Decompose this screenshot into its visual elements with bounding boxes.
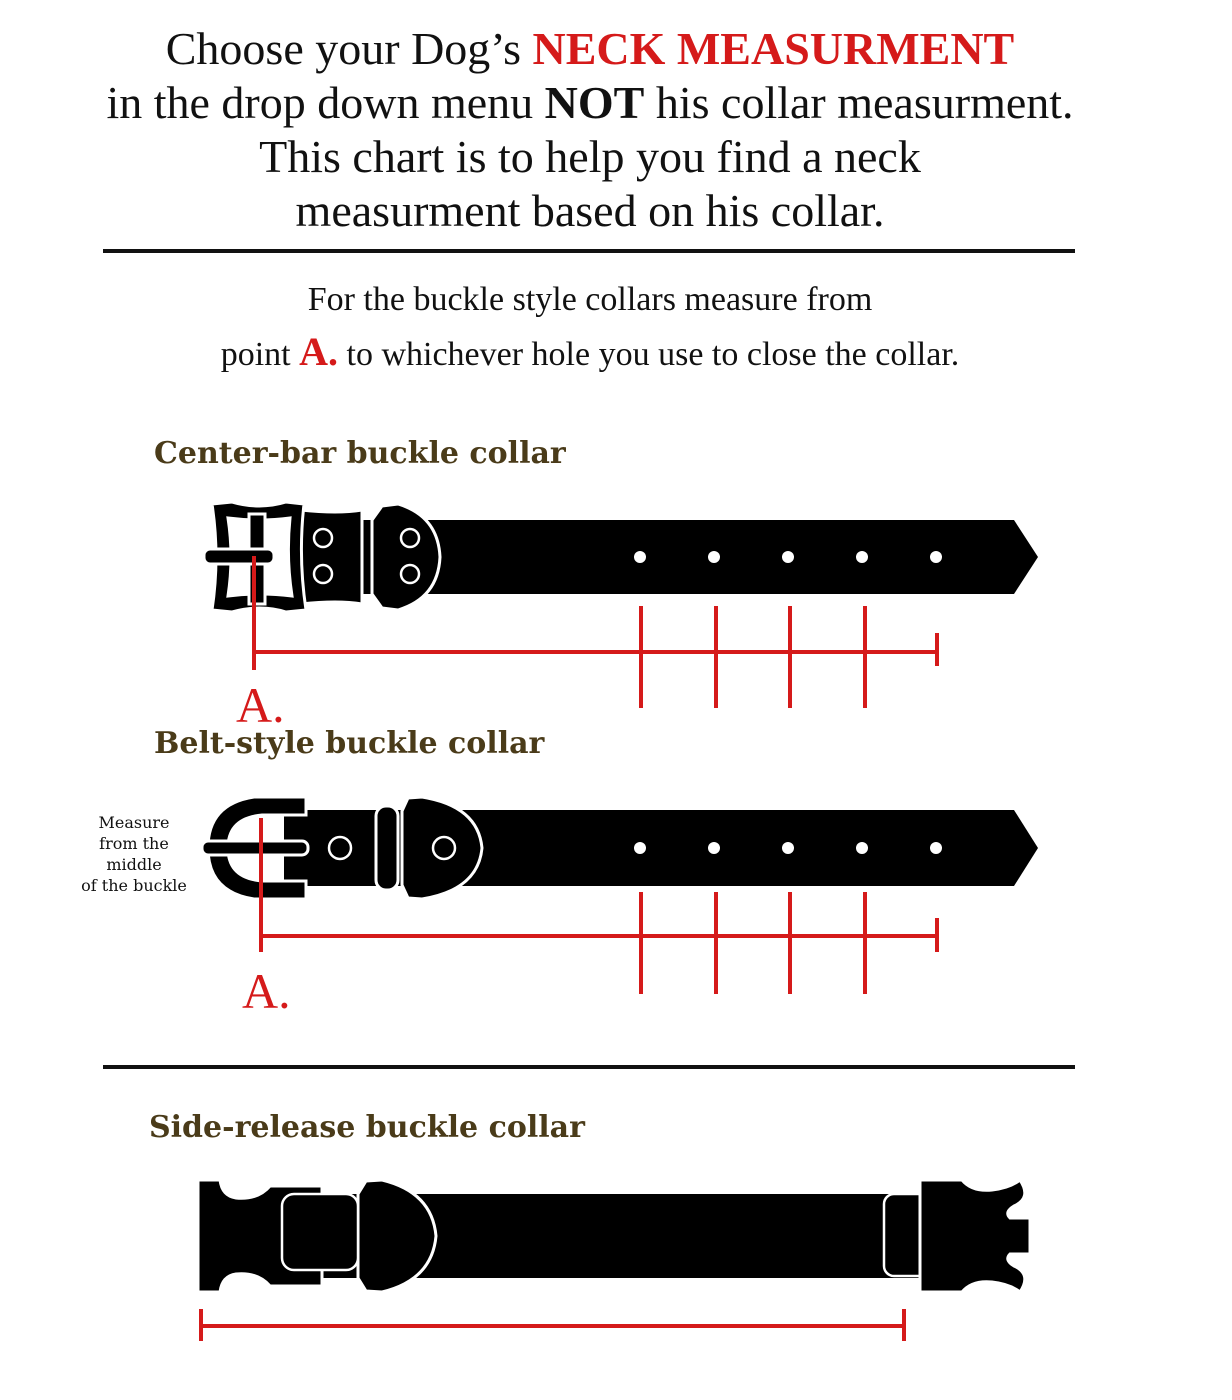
neck-measurement-highlight: NECK MEASURMENT <box>532 23 1015 74</box>
d-ring <box>372 504 440 610</box>
strap-hole <box>930 842 942 854</box>
intro-line-2-text: in the drop down menu <box>106 77 545 128</box>
intro-line-4: measurment based on his collar. <box>295 185 885 236</box>
belt-style-point-a: A. <box>242 963 291 1019</box>
rivet <box>401 565 419 583</box>
note-line-2: from the <box>99 834 169 853</box>
rivet <box>314 565 332 583</box>
strap-hole <box>930 551 942 563</box>
belt-style-title: Belt-style buckle collar <box>154 726 545 761</box>
note-line-1: Measure <box>98 813 170 832</box>
instructions-line-2-text: point <box>220 336 300 373</box>
intro-line-2-tail: his collar measurment. <box>644 77 1074 128</box>
center-bar-collar <box>204 502 1038 612</box>
strap-hole <box>634 551 646 563</box>
strap-hole <box>782 551 794 563</box>
strap-hole <box>708 551 720 563</box>
side-release-title: Side-release buckle collar <box>149 1110 585 1145</box>
not-emphasis: NOT <box>544 77 645 128</box>
point-a-label: A. <box>299 329 339 374</box>
strap-hole <box>634 842 646 854</box>
keeper-loop <box>301 510 362 604</box>
buckle-tongue <box>202 841 308 855</box>
keeper-loop <box>376 806 398 890</box>
rivet <box>329 837 351 859</box>
side-release-collar <box>198 1180 1030 1292</box>
strap-hole <box>856 551 868 563</box>
center-bar-point-a: A. <box>236 677 285 733</box>
side-release-measure-line <box>201 1309 904 1341</box>
instructions-line-1: For the buckle style collars measure from <box>307 281 873 318</box>
note-line-4: of the buckle <box>81 876 187 895</box>
rivet <box>401 529 419 547</box>
belt-style-collar <box>202 797 1038 899</box>
note-line-3: middle <box>106 855 162 874</box>
rivet <box>314 529 332 547</box>
male-buckle <box>920 1180 1030 1292</box>
instructions-line-2-tail: to whichever hole you use to close the collar. <box>338 336 960 373</box>
buckle-tongue <box>204 549 274 564</box>
strap-hole <box>856 842 868 854</box>
intro-line-3: This chart is to help you find a neck <box>259 131 921 182</box>
strap-hole <box>782 842 794 854</box>
intro-line-1-text: Choose your Dog’s <box>165 23 533 74</box>
rivet <box>433 837 455 859</box>
strap-hole <box>708 842 720 854</box>
female-buckle-slot <box>282 1194 358 1270</box>
center-bar-title: Center-bar buckle collar <box>154 436 566 471</box>
